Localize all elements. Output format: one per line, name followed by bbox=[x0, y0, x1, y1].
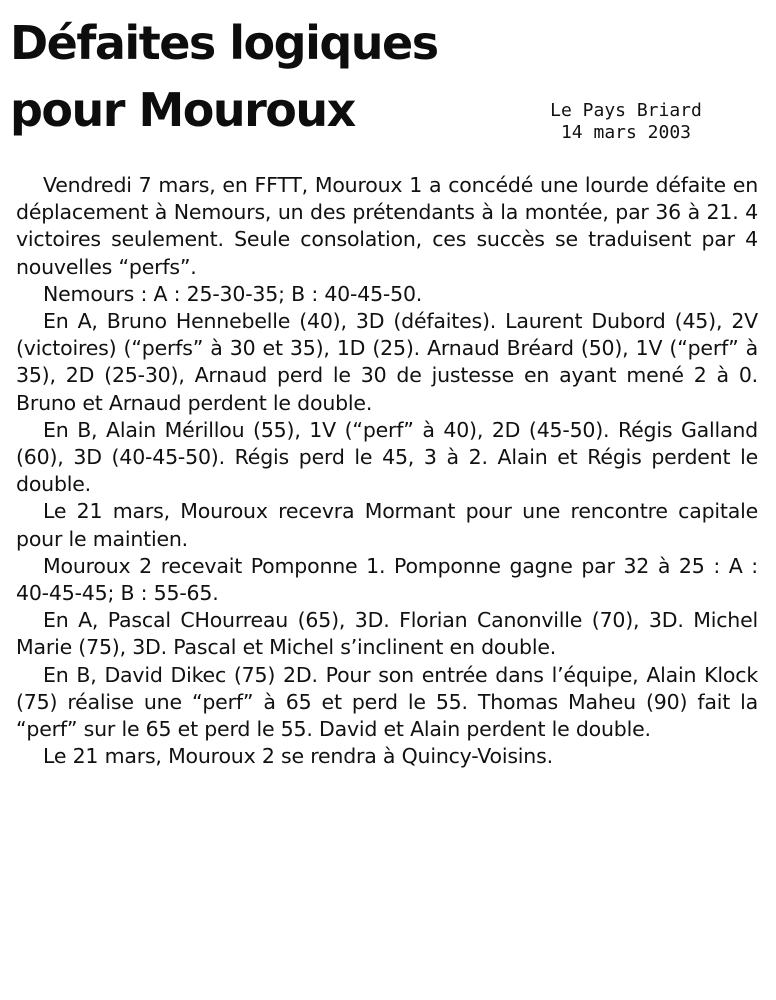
headline: Défaites logiques pour Mouroux bbox=[10, 16, 438, 137]
source-credit bbox=[510, 100, 742, 144]
paragraph: Le 21 mars, Mouroux 2 se rendra à Quincy-Voisins. bbox=[43, 744, 553, 769]
article-body bbox=[16, 172, 758, 770]
publication-name: Le Pays Briard bbox=[550, 100, 702, 121]
paragraph: En B, Alain Mérillou (55), 1V (“perf” à 40), 2D (45-50). Régis Galland (60), 3D (40-45-50). Régis perd le 45, 3 à 2. Alain et Régis perdent le double. bbox=[16, 417, 758, 497]
publication-date: 14 mars 2003 bbox=[560, 122, 692, 143]
paragraph: Le 21 mars, Mouroux recevra Mormant pour une rencontre capitale pour le maintien. bbox=[16, 499, 758, 551]
paragraph: Mouroux 2 recevait Pomponne 1. Pomponne gagne par 32 à 25 : A : 40-45-45; B : 55-65. bbox=[16, 553, 758, 606]
paragraph: En A, Pascal CHourreau (65), 3D. Florian Canonville (70), 3D. Michel Marie (75), 3D. Pascal et Michel s’inclinent en double. bbox=[16, 608, 758, 660]
paragraph: Nemours : A : 25-30-35; B : 40-45-50. bbox=[43, 281, 423, 306]
paragraph: En B, David Dikec (75) 2D. Pour son entrée dans l’équipe, Alain Klock (75) réalise une “perf” à 65 et perd le 55. Thomas Maheu (90) fait la “perf” sur le 65 et perd le 55. David et Alain perdent le double. bbox=[16, 662, 758, 742]
paragraph: Vendredi 7 mars, en FFTT, Mouroux 1 a concédé une lourde défaite en déplacement à Nemours, un des prétendants à la montée, par 36 à 21. 4 victoires seulement. Seule consolation, ces succès se traduisent par 4 nouvelles “perfs”. bbox=[16, 173, 758, 279]
paragraph: En A, Bruno Hennebelle (40), 3D (défaites). Laurent Dubord (45), 2V (victoires) (“perfs” à 30 et 35), 1D (25). Arnaud Bréard (50), 1V (“perf” à 35), 2D (25-30), Arnaud perd le 30 de justesse en ayant mené 2 à 0. Bruno et Arnaud perdent le double. bbox=[16, 309, 758, 415]
